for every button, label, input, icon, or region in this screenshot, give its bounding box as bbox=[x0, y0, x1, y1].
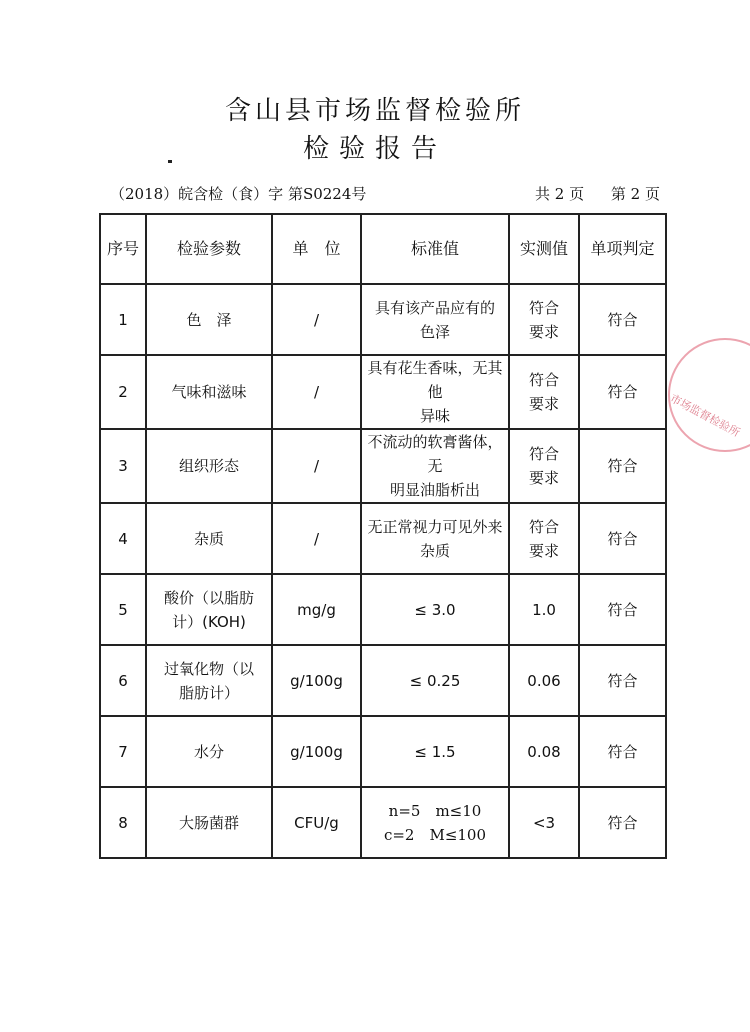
cell-standard: n=5 m≤10 c=2 M≤100 bbox=[361, 787, 509, 858]
cell-unit: CFU/g bbox=[272, 787, 361, 858]
cell-unit: / bbox=[272, 503, 361, 574]
total-pages: 共 2 页 bbox=[535, 185, 585, 203]
cell-no: 4 bbox=[100, 503, 146, 574]
cell-no: 2 bbox=[100, 355, 146, 429]
cell-standard: ≤ 3.0 bbox=[361, 574, 509, 645]
cell-verdict: 符合 bbox=[579, 284, 666, 355]
cell-param: 气味和滋味 bbox=[146, 355, 272, 429]
cell-no: 7 bbox=[100, 716, 146, 787]
table-row bbox=[100, 645, 666, 716]
cell-standard: ≤ 1.5 bbox=[361, 716, 509, 787]
cell-param: 杂质 bbox=[146, 503, 272, 574]
table-row bbox=[100, 716, 666, 787]
report-org-title: 含山县市场监督检验所 bbox=[224, 96, 525, 126]
cell-no: 8 bbox=[100, 787, 146, 858]
cell-measured: 0.08 bbox=[509, 716, 579, 787]
cell-verdict: 符合 bbox=[579, 429, 666, 503]
cell-param: 大肠菌群 bbox=[146, 787, 272, 858]
inspection-table bbox=[99, 213, 667, 859]
col-header-measured: 实测值 bbox=[509, 214, 579, 284]
cell-unit: / bbox=[272, 355, 361, 429]
col-header-no: 序号 bbox=[100, 214, 146, 284]
report-meta bbox=[110, 183, 660, 207]
table-row bbox=[100, 503, 666, 574]
cell-unit: / bbox=[272, 284, 361, 355]
cell-verdict: 符合 bbox=[579, 355, 666, 429]
col-header-standard: 标准值 bbox=[361, 214, 509, 284]
cell-verdict: 符合 bbox=[579, 503, 666, 574]
col-header-verdict: 单项判定 bbox=[579, 214, 666, 284]
table-row bbox=[100, 429, 666, 503]
table-row bbox=[100, 574, 666, 645]
cell-no: 1 bbox=[100, 284, 146, 355]
cell-verdict: 符合 bbox=[579, 716, 666, 787]
document-number: （2018）皖含检（食）字 第S0224号 bbox=[110, 185, 367, 203]
col-header-unit: 单 位 bbox=[272, 214, 361, 284]
cell-standard: 不流动的软膏酱体，无 明显油脂析出 bbox=[361, 429, 509, 503]
table-row bbox=[100, 355, 666, 429]
ink-dot bbox=[168, 160, 172, 163]
seal-text: 市场监督检验所 bbox=[667, 391, 743, 440]
cell-no: 6 bbox=[100, 645, 146, 716]
cell-standard: 无正常视力可见外来 杂质 bbox=[361, 503, 509, 574]
table-header-row bbox=[100, 214, 666, 284]
cell-standard: 具有花生香味，无其他 异味 bbox=[361, 355, 509, 429]
cell-param: 酸价（以脂肪 计）(KOH) bbox=[146, 574, 272, 645]
cell-param: 过氧化物（以 脂肪计） bbox=[146, 645, 272, 716]
cell-param: 水分 bbox=[146, 716, 272, 787]
cell-no: 3 bbox=[100, 429, 146, 503]
cell-unit: g/100g bbox=[272, 716, 361, 787]
cell-measured: 符合 要求 bbox=[509, 355, 579, 429]
page-info bbox=[513, 183, 660, 204]
current-page: 第 2 页 bbox=[610, 185, 660, 203]
cell-param: 组织形态 bbox=[146, 429, 272, 503]
cell-measured: 0.06 bbox=[509, 645, 579, 716]
table-row bbox=[100, 787, 666, 858]
cell-unit: mg/g bbox=[272, 574, 361, 645]
cell-measured: 符合 要求 bbox=[509, 503, 579, 574]
cell-verdict: 符合 bbox=[579, 787, 666, 858]
cell-unit: g/100g bbox=[272, 645, 361, 716]
cell-param: 色 泽 bbox=[146, 284, 272, 355]
col-header-param: 检验参数 bbox=[146, 214, 272, 284]
cell-verdict: 符合 bbox=[579, 574, 666, 645]
table-row bbox=[100, 284, 666, 355]
cell-measured: 符合 要求 bbox=[509, 284, 579, 355]
report-title: 检验报告 bbox=[302, 134, 447, 164]
cell-measured: 符合 要求 bbox=[509, 429, 579, 503]
cell-verdict: 符合 bbox=[579, 645, 666, 716]
cell-unit: / bbox=[272, 429, 361, 503]
cell-measured: <3 bbox=[509, 787, 579, 858]
cell-measured: 1.0 bbox=[509, 574, 579, 645]
cell-no: 5 bbox=[100, 574, 146, 645]
cell-standard: ≤ 0.25 bbox=[361, 645, 509, 716]
cell-standard: 具有该产品应有的 色泽 bbox=[361, 284, 509, 355]
